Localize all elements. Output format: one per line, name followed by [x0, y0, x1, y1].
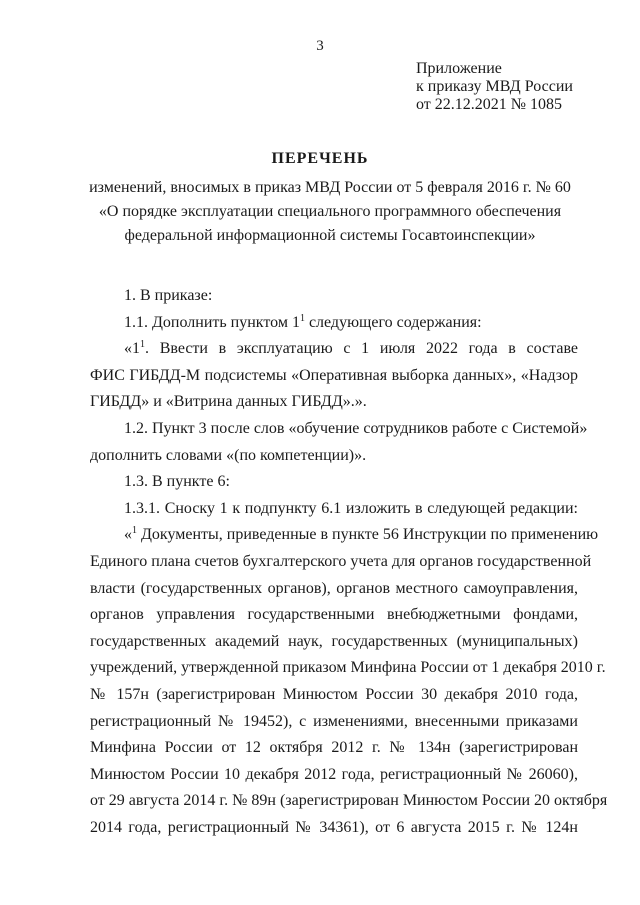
quote-text-1: . Ввести в эксплуатацию с 1 июля 2022 года в составе: [145, 340, 578, 358]
appendix-line-3: от 22.12.2021 № 1085: [416, 96, 563, 113]
footnote-line-9: Минфина России от 12 октября 2012 г. № 134н (зарегистрирован: [90, 739, 578, 757]
document-subtitle: [60, 176, 600, 248]
item-1-1-text-b: следующего содержания:: [304, 313, 482, 331]
item-1: 1. В приказе:: [124, 287, 213, 304]
footnote-line-5: государственных академий наук, государственных (муниципальных): [90, 632, 578, 650]
quote-line-1: [90, 336, 578, 363]
item-1-1-sup: 1: [299, 312, 305, 324]
document-body: [90, 283, 608, 841]
footnote-line-7: № 157н (зарегистрирован Минюстом России 30 декабря 2010 года,: [90, 685, 578, 703]
footnote-line-4: органов управления государственными внебюджетными фондами,: [90, 606, 578, 624]
appendix-line-2: к приказу МВД России: [416, 78, 573, 95]
subtitle-line-3: федеральной информационной системы Госавтоинспекции»: [124, 227, 536, 244]
footnote-line-12: 2014 года, регистрационный № 34361), от 6 августа 2015 г. № 124н: [90, 818, 578, 836]
subtitle-line-1: изменений, вносимых в приказ МВД России от 5 февраля 2016 г. № 60: [89, 179, 571, 196]
quote-line-2: ФИС ГИБДД-М подсистемы «Оперативная выборка данных», «Надзор: [90, 366, 578, 384]
footnote-open: «: [124, 526, 132, 544]
footnote-line-2: Единого плана счетов бухгалтерского учета для органов государственной: [90, 552, 592, 570]
footnote-line-1: [90, 522, 599, 549]
footnote-line-6: учреждений, утвержденной приказом Минфина России от 1 декабря 2010 г.: [90, 659, 606, 677]
item-1-2-line-2: дополнить словами «(по компетенции)».: [90, 446, 367, 464]
item-1-3-1: 1.3.1. Сноску 1 к подпункту 6.1 изложить в следующей редакции:: [124, 499, 578, 517]
quote-line-3: ГИБДД» и «Витрина данных ГИБДД».».: [90, 393, 367, 411]
quote-sup: 1: [140, 339, 145, 351]
footnote-sup: 1: [132, 525, 137, 537]
appendix-line-1: Приложение: [416, 60, 502, 77]
subtitle-line-2: «О порядке эксплуатации специального программного обеспечения: [98, 203, 562, 220]
item-1-1: [90, 310, 578, 337]
quote-open: «1: [124, 340, 140, 358]
footnote-line-10: Минюстом России 10 декабря 2012 года, регистрационный № 26060),: [90, 765, 578, 783]
item-1-2-line-1: 1.2. Пункт 3 после слов «обучение сотрудников работе с Системой»: [124, 419, 588, 437]
appendix-header: [416, 60, 573, 114]
item-1-3: 1.3. В пункте 6:: [124, 473, 230, 491]
footnote-line-11: от 29 августа 2014 г. № 89н (зарегистрирован Минюстом России 20 октября: [90, 792, 608, 810]
footnote-text-1: Документы, приведенные в пункте 56 Инструкции по применению: [137, 526, 599, 544]
footnote-line-8: регистрационный № 19452), с изменениями, внесенными приказами: [90, 712, 578, 730]
item-1-1-text-a: 1.1. Дополнить пунктом 1: [124, 313, 300, 331]
footnote-line-3: власти (государственных органов), органов местного самоуправления,: [90, 579, 578, 597]
document-title: ПЕРЕЧЕНЬ: [271, 150, 369, 167]
page-number: 3: [316, 38, 324, 54]
